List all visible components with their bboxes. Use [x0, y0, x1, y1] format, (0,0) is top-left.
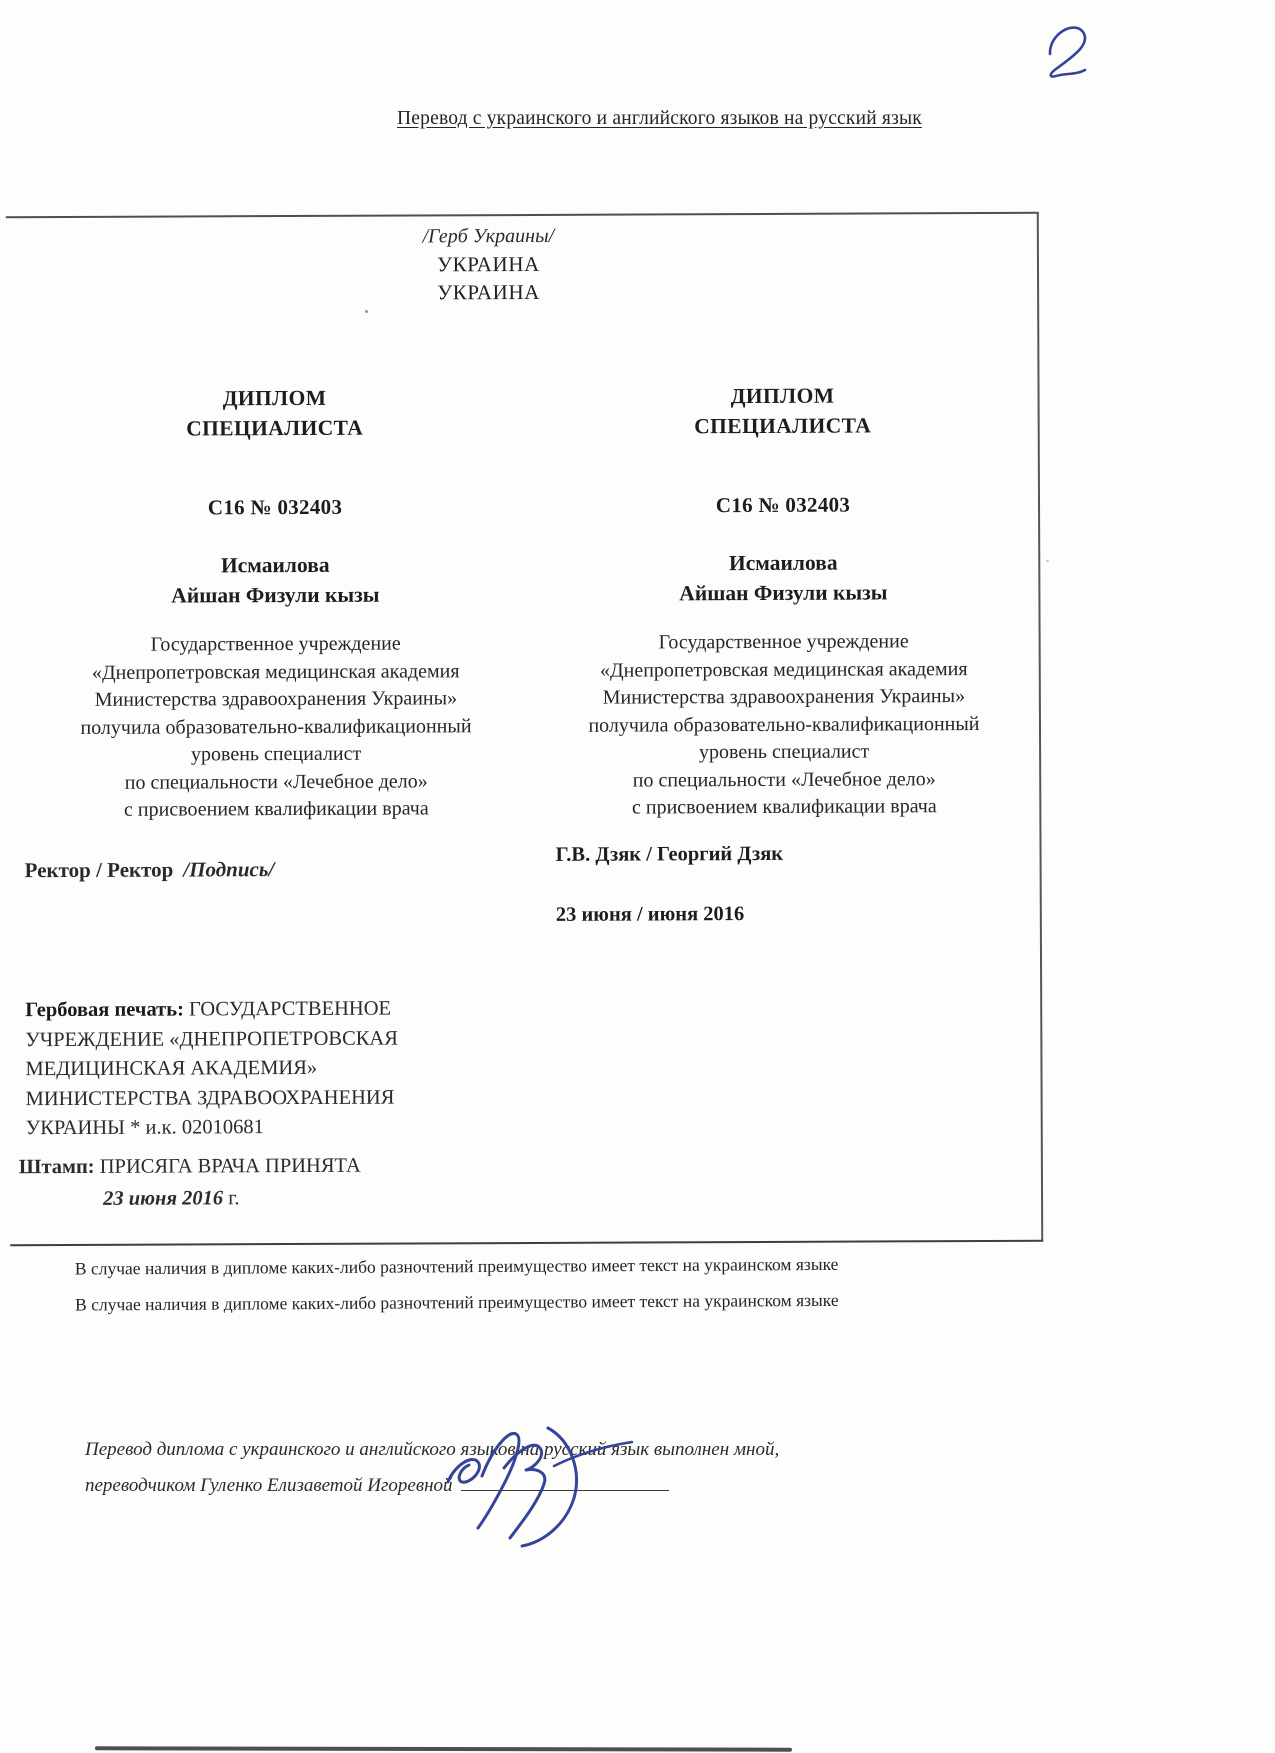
seal-label: Гербовая печать:: [25, 998, 184, 1022]
scan-bottom-edge: [95, 1746, 792, 1751]
diploma-body-line: Министерства здравоохранения Украины»: [94, 687, 458, 711]
stamp-label: Штамп:: [18, 1155, 95, 1179]
stamp-line1: [19, 1150, 361, 1183]
diploma-body-line: «Днепропетровская медицинская академия: [599, 657, 968, 682]
diploma-body-line: «Днепропетровская медицинская академия: [91, 659, 460, 684]
diploma-body: [36, 630, 517, 825]
diploma-body-line: получила образовательно-квалификационный: [80, 714, 472, 739]
diploma-body-line: Государственное учреждение: [150, 632, 401, 656]
translation-header-text: Перевод с украинского и английского языков на русский язык: [397, 108, 922, 129]
stamp-line2: [19, 1182, 361, 1215]
discrepancy-note-line1: В случае наличия в дипломе каких-либо разночтений преимущество имеет текст на украинском языке: [74, 1253, 839, 1279]
discrepancy-note-line2: В случае наличия в дипломе каких-либо разночтений преимущество имеет текст на украинском языке: [75, 1289, 839, 1315]
scan-speck: [365, 310, 368, 313]
diploma-body-line: уровень специалист: [190, 742, 362, 766]
certificate-head: [6, 221, 1037, 308]
discrepancy-note: [75, 1243, 1225, 1322]
signature-placeholder-note: /Подпись/: [183, 857, 275, 882]
diploma-column-left: [34, 382, 516, 825]
signer-name-line: Г.В. Дзяк / Георгий Дзяк: [555, 842, 784, 866]
diploma-body-line: с присвоением квалификации врача: [123, 797, 429, 821]
translator-name-text: переводчиком Гуленко Елизаветой Игоревной: [85, 1475, 453, 1496]
diploma-column-right: [522, 380, 1044, 823]
stamp-text: ПРИСЯГА ВРАЧА ПРИНЯТА: [99, 1154, 361, 1178]
diploma-title-line2: СПЕЦИАЛИСТА: [186, 415, 364, 441]
diploma-holder-name-line2: Айшан Физули кызы: [171, 582, 380, 608]
translator-signature: [432, 1404, 692, 1554]
diploma-date-line: 23 июня / июня 2016: [555, 903, 745, 926]
diploma-holder-name-line2: Айшан Физули кызы: [679, 580, 888, 606]
diploma-body-line: Государственное учреждение: [658, 630, 909, 654]
diploma-body-line: Министерства здравоохранения Украины»: [602, 685, 966, 709]
scan-speck: [1046, 560, 1049, 562]
diploma-holder-name-line1: Исмаилова: [220, 552, 330, 578]
diploma-number: С16 № 032403: [207, 494, 343, 520]
diploma-body: [524, 628, 1045, 823]
stamp-description: [19, 1150, 361, 1215]
coat-of-arms-note: /Герб Украины/: [422, 224, 555, 248]
diploma-holder-name-line1: Исмаилова: [728, 550, 838, 576]
country-name-line1: УКРАИНА: [437, 251, 540, 277]
diploma-body-line: получила образовательно-квалификационный: [588, 712, 980, 737]
seal-text-line: УКРАИНЫ * и.к. 02010681: [25, 1116, 264, 1140]
seal-text-line: УЧРЕЖДЕНИЕ «ДНЕПРОПЕТРОВСКАЯ: [25, 1027, 398, 1051]
document-box: [6, 212, 1043, 1246]
diploma-title-line1: ДИПЛОМ: [730, 383, 835, 409]
rector-signature-line: [25, 857, 275, 883]
rector-label: Ректор / Ректор: [24, 857, 174, 883]
diploma-body-line: с присвоением квалификации врача: [631, 795, 937, 819]
diploma-body-line: по специальности «Лечебное дело»: [124, 769, 428, 794]
page-number-handwritten: [1036, 12, 1100, 80]
seal-description: [25, 994, 516, 1144]
seal-text-line: ГОСУДАРСТВЕННОЕ: [188, 997, 392, 1021]
translator-statement-line1: Перевод диплома с украинского и английского языков на русский язык выполнен мной,: [85, 1439, 780, 1460]
diploma-number: С16 № 032403: [715, 492, 851, 518]
diploma-title-line2: СПЕЦИАЛИСТА: [694, 413, 872, 439]
diploma-body-line: уровень специалист: [698, 740, 870, 764]
translation-header: [22, 104, 1275, 134]
country-name-line2: УКРАИНА: [437, 279, 541, 305]
stamp-date-suffix: г.: [228, 1187, 240, 1210]
stamp-date: 23 июня 2016: [102, 1187, 224, 1210]
seal-text-line: МЕДИЦИНСКАЯ АКАДЕМИЯ»: [25, 1056, 318, 1081]
diploma-body-line: по специальности «Лечебное дело»: [632, 767, 936, 792]
seal-text-line: МИНИСТЕРСТВА ЗДРАВООХРАНЕНИЯ: [25, 1086, 395, 1110]
diploma-title-line1: ДИПЛОМ: [222, 385, 327, 411]
